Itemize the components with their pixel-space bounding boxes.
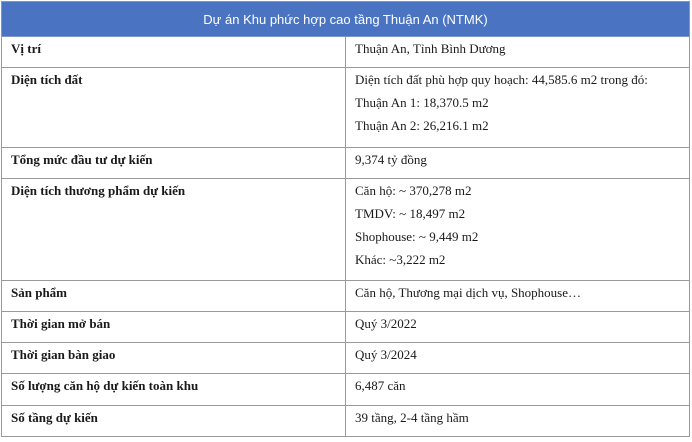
row-label: Thời gian mở bán <box>2 312 346 343</box>
row-label: Vị trí <box>2 37 346 68</box>
table-row-handover-date <box>2 343 690 374</box>
value-line: Diện tích đất phù hợp quy hoạch: 44,585.6 m2 trong đó: <box>355 72 648 87</box>
project-info-table <box>1 1 690 437</box>
value-line: Quý 3/2022 <box>355 316 417 331</box>
table-row-land-area <box>2 68 690 148</box>
value-line: TMDV: ~ 18,497 m2 <box>355 206 466 221</box>
row-label: Sản phẩm <box>2 281 346 312</box>
table-row-sale-date <box>2 312 690 343</box>
value-line: Thuận An 2: 26,216.1 m2 <box>355 118 489 133</box>
value-line: Shophouse: ~ 9,449 m2 <box>355 229 479 244</box>
row-label: Số tầng dự kiến <box>2 406 346 437</box>
row-label: Tổng mức đầu tư dự kiến <box>2 148 346 179</box>
table-row-investment <box>2 148 690 179</box>
row-value <box>346 343 690 374</box>
table-row-products <box>2 281 690 312</box>
row-label: Diện tích đất <box>2 68 346 148</box>
value-line: Quý 3/2024 <box>355 347 417 362</box>
row-value <box>346 374 690 406</box>
row-label: Thời gian bàn giao <box>2 343 346 374</box>
value-line: Căn hộ, Thương mại dịch vụ, Shophouse… <box>355 285 582 300</box>
value-line: 9,374 tỷ đồng <box>355 152 427 167</box>
row-value <box>346 37 690 68</box>
value-line: Khác: ~3,222 m2 <box>355 252 446 267</box>
row-value <box>346 312 690 343</box>
row-value <box>346 148 690 179</box>
value-line: Thuận An 1: 18,370.5 m2 <box>355 95 489 110</box>
row-value <box>346 179 690 281</box>
value-line: Thuận An, Tỉnh Bình Dương <box>355 41 506 56</box>
row-value <box>346 406 690 437</box>
table-header-row <box>2 2 690 37</box>
table-row-commercial-area <box>2 179 690 281</box>
table-row-location <box>2 37 690 68</box>
table-row-floors <box>2 406 690 437</box>
value-line: 39 tầng, 2-4 tầng hầm <box>355 410 469 425</box>
table-row-apartment-count <box>2 374 690 406</box>
table-title: Dự án Khu phức hợp cao tầng Thuận An (NTMK) <box>2 2 690 37</box>
row-label: Số lượng căn hộ dự kiến toàn khu <box>2 374 346 406</box>
value-line: 6,487 căn <box>355 378 406 393</box>
row-value <box>346 68 690 148</box>
row-value <box>346 281 690 312</box>
row-label: Diện tích thương phẩm dự kiến <box>2 179 346 281</box>
value-line: Căn hộ: ~ 370,278 m2 <box>355 183 472 198</box>
